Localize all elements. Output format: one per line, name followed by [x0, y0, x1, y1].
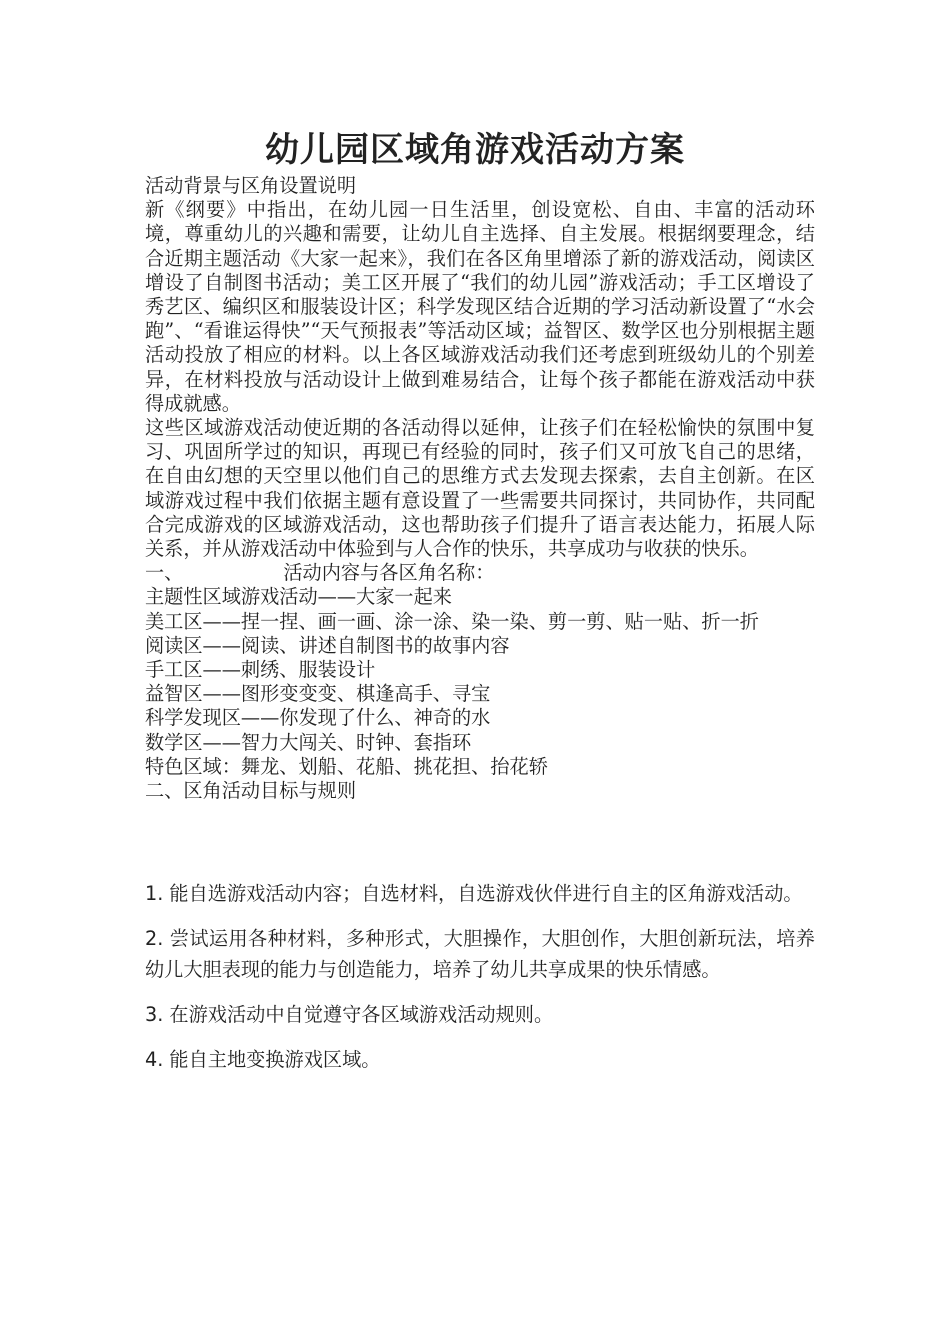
goal-item	[145, 878, 815, 909]
goal-number: 1.	[145, 882, 164, 905]
goal-number: 3.	[145, 1003, 164, 1026]
goal-text: 能自主地变换游戏区域。	[169, 1048, 381, 1071]
paragraph: 这些区域游戏活动使近期的各活动得以延伸，让孩子们在轻松愉快的氛围中复习、巩固所学过的知识，再现已有经验的同时，孩子们又可放飞自己的思绪，在自由幻想的天空里以他们自己的思维方式去发现去探索，去自主创新。在区域游戏过程中我们依据主题有意设置了一些需要共同探讨，共同协作，共同配合完成游戏的区域游戏活动，这也帮助孩子们提升了语言表达能力，拓展人际关系，并从游戏活动中体验到与人合作的快乐，共享成功与收获的快乐。	[145, 416, 815, 561]
document-body	[145, 174, 815, 803]
goal-text: 尝试运用各种材料，多种形式，大胆操作，大胆创作，大胆创新玩法，培养幼儿大胆表现的能力与创造能力，培养了幼儿共享成果的快乐情感。	[145, 927, 815, 981]
text-line: 特色区域：舞龙、划船、花船、挑花担、抬花轿	[145, 754, 548, 778]
goal-text: 在游戏活动中自觉遵守各区域游戏活动规则。	[169, 1003, 554, 1026]
goal-item	[145, 923, 815, 985]
text-line: 益智区——图形变变变、棋逢高手、寻宝	[145, 682, 491, 706]
section-heading: 活动背景与区角设置说明	[145, 174, 357, 197]
text-line: 数学区——智力大闯关、时钟、套指环	[145, 730, 472, 754]
text-line: 主题性区域游戏活动——大家一起来	[145, 585, 452, 609]
goal-item	[145, 1044, 815, 1075]
goals-list	[145, 878, 815, 1089]
document-title: 幼儿园区域角游戏活动方案	[265, 130, 685, 170]
text-line: 阅读区——阅读、讲述自制图书的故事内容	[145, 633, 510, 657]
section-heading-1	[145, 561, 815, 585]
goal-number: 2.	[145, 927, 164, 950]
text-line: 美工区——捏一捏、画一画、涂一涂、染一染、剪一剪、贴一贴、折一折	[145, 609, 759, 633]
section-heading-2: 二、区角活动目标与规则	[145, 779, 357, 803]
paragraph: 新《纲要》中指出，在幼儿园一日生活里，创设宽松、自由、丰富的活动环境，尊重幼儿的兴趣和需要，让幼儿自主选择、自主发展。根据纲要理念，结合近期主题活动《大家一起来》，我们在各区角里增添了新的游戏活动，阅读区增设了自制图书活动；美工区开展了“我们的幼儿园”游戏活动；手工区增设了秀艺区、编织区和服装设计区；科学发现区结合近期的学习活动新设置了“水会跑”、“看谁运得快”“天气预报表”等活动区域；益智区、数学区也分别根据主题活动投放了相应的材料。以上各区域游戏活动我们还考虑到班级幼儿的个别差异，在材料投放与活动设计上做到难易结合，让每个孩子都能在游戏活动中获得成就感。	[145, 198, 815, 415]
goal-item	[145, 999, 815, 1030]
section-title: 活动内容与各区角名称：	[283, 561, 495, 585]
text-line: 科学发现区——你发现了什么、神奇的水	[145, 706, 491, 730]
text-line: 手工区——刺绣、服装设计	[145, 658, 376, 682]
section-number: 一、	[145, 561, 184, 585]
goal-text: 能自选游戏活动内容；自选材料，自选游戏伙伴进行自主的区角游戏活动。	[169, 882, 803, 905]
goal-number: 4.	[145, 1048, 164, 1071]
